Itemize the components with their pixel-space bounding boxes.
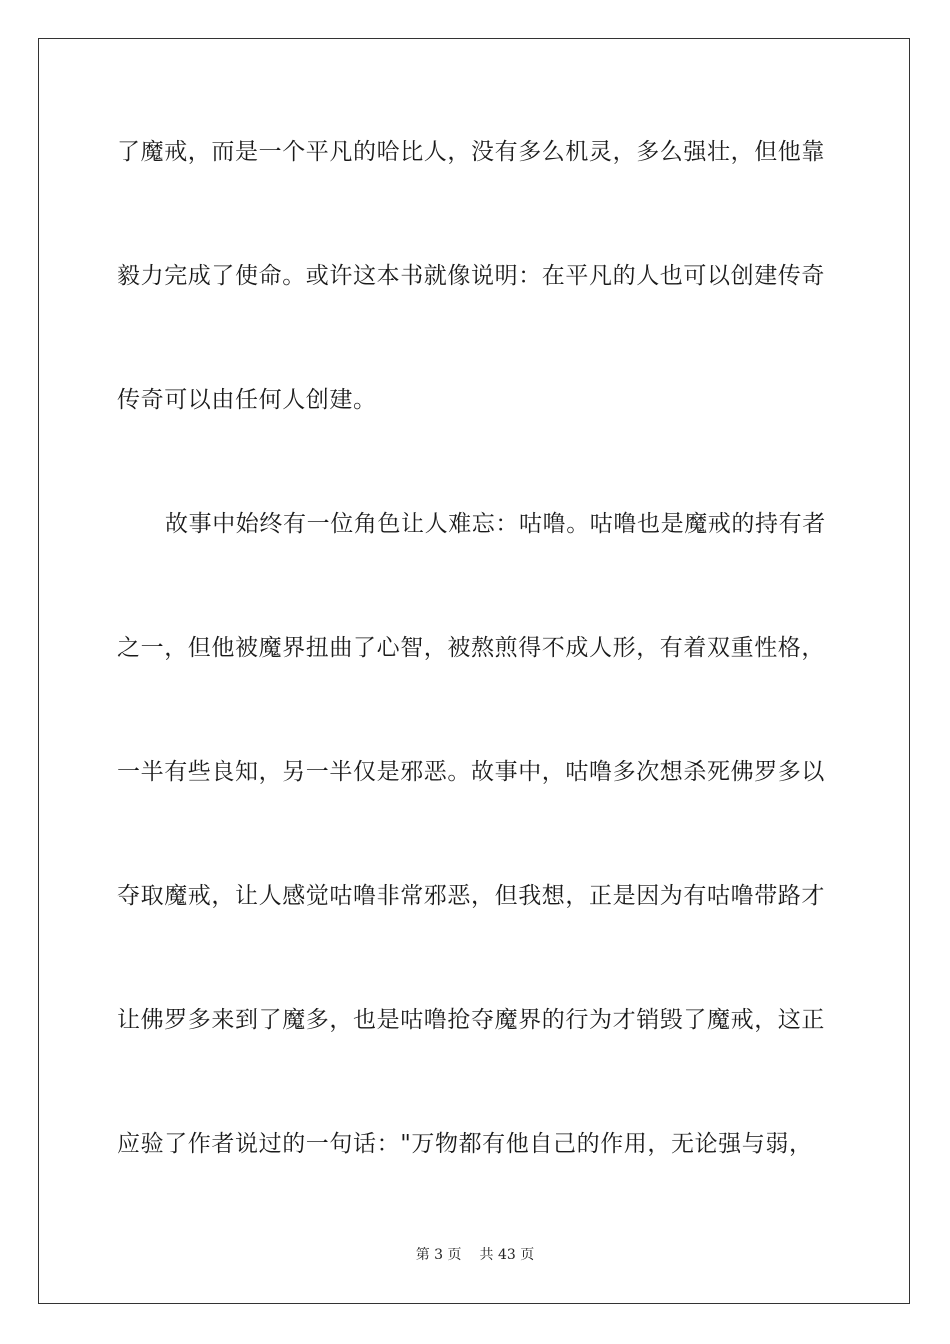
page-total: 共 43 页 xyxy=(479,1247,535,1263)
text-line-4: 故事中始终有一位角色让人难忘：咕噜。咕噜也是魔戒的持有者 xyxy=(165,511,826,537)
text-line-8: 让佛罗多来到了魔多，也是咕噜抢夺魔界的行为才销毁了魔戒，这正 xyxy=(117,1007,825,1033)
text-line-6: 一半有些良知，另一半仅是邪恶。故事中，咕噜多次想杀死佛罗多以 xyxy=(117,759,825,785)
text-line-5: 之一，但他被魔界扭曲了心智，被熬煎得不成人形，有着双重性格， xyxy=(117,635,825,661)
text-line-3: 传奇可以由任何人创建。 xyxy=(117,387,377,413)
page-number: 第 3 页 xyxy=(415,1247,462,1263)
page-footer xyxy=(0,1246,950,1264)
page-border xyxy=(38,38,910,1304)
text-line-2: 毅力完成了使命。或许这本书就像说明：在平凡的人也可以创建传奇 xyxy=(117,263,825,289)
text-line-1: 了魔戒，而是一个平凡的哈比人，没有多么机灵，多么强壮，但他靠 xyxy=(117,139,825,165)
text-line-9: 应验了作者说过的一句话："万物都有他自己的作用，无论强与弱， xyxy=(117,1131,813,1157)
text-line-7: 夺取魔戒，让人感觉咕噜非常邪恶，但我想，正是因为有咕噜带路才 xyxy=(117,883,825,909)
